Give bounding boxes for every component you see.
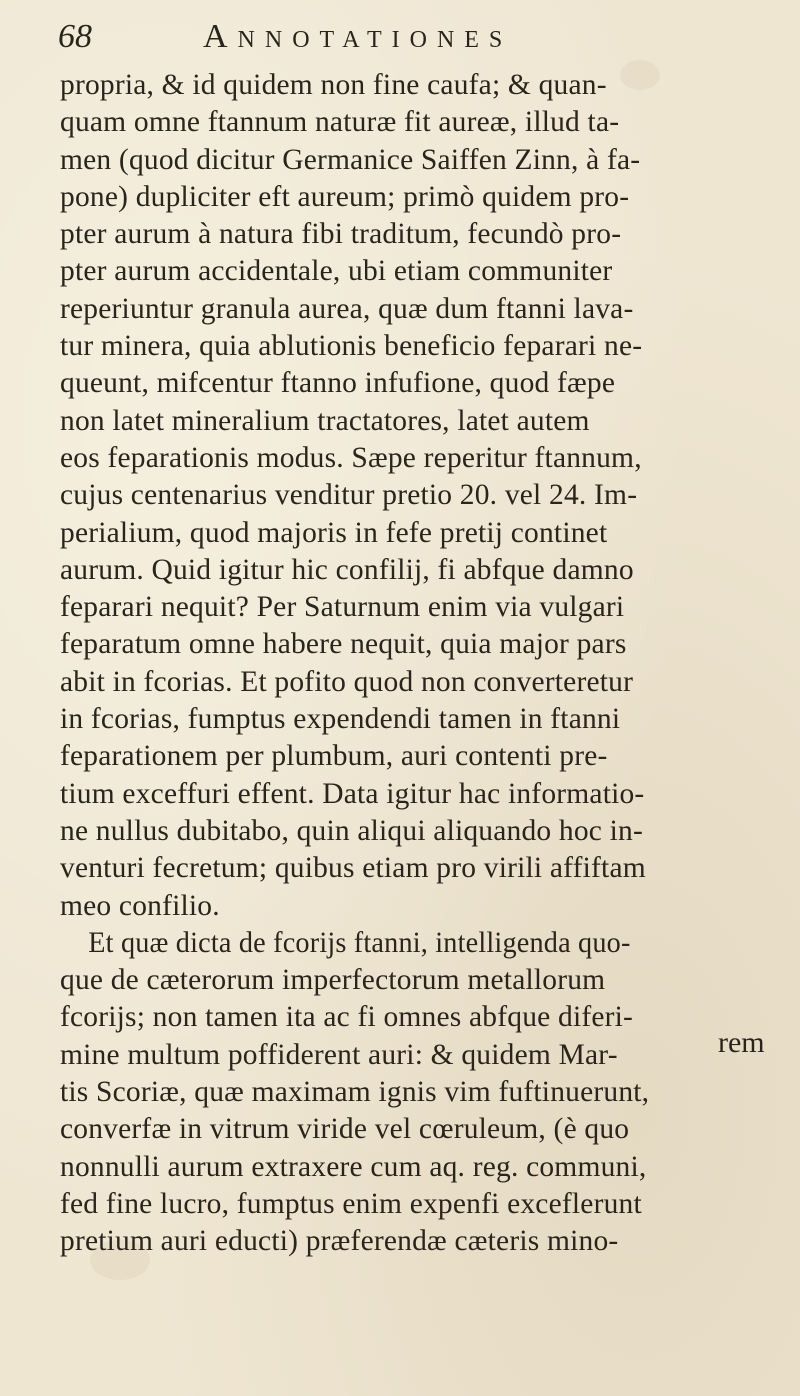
text-line: feparari nequit? Per Saturnum enim via vulgari <box>60 590 625 624</box>
text-line: meo confilio. <box>60 888 220 922</box>
text-line: reperiuntur granula aurea, quæ dum ftanni lava- <box>60 291 634 325</box>
text-line: eos feparationis modus. Sæpe reperitur ftannum, <box>60 440 642 474</box>
text-line: abit in fcorias. Et pofito quod non converteretur <box>60 664 634 698</box>
text-line: tium exceffuri effent. Data igitur hac informatio- <box>60 776 645 810</box>
text-line: venturi fecretum; quibus etiam pro virili affiftam <box>60 851 646 885</box>
text-line: converfæ in vitrum viride vel cœruleum, (è quo <box>60 1112 630 1146</box>
text-line: mine multum poffiderent auri: & quidem Mar- <box>60 1037 618 1071</box>
text-line: nonnulli aurum extraxere cum aq. reg. communi, <box>60 1149 647 1183</box>
text-line: que de cæterorum imperfectorum metallorum <box>60 963 606 997</box>
text-line: queunt, mifcentur ftanno infufione, quod fæpe <box>60 366 616 400</box>
page-number: 68 <box>58 18 92 55</box>
text-line: Et quæ dicta de fcorijs ftanni, intelligenda quo- <box>88 925 631 959</box>
text-line: cujus centenarius venditur pretio 20. vel 24. Im- <box>60 478 638 512</box>
text-line: feparationem per plumbum, auri contenti pre- <box>60 739 608 773</box>
text-line: in fcorias, fumptus expendendi tamen in ftanni <box>60 702 621 736</box>
text-line: fcorijs; non tamen ita ac fi omnes abfque diferi- <box>60 1000 634 1034</box>
text-line: aurum. Quid igitur hic confilij, fi abfque damno <box>60 552 634 586</box>
text-line: propria, & id quidem non fine caufa; & quan- <box>60 68 607 101</box>
text-line: non latet mineralium tractatores, latet autem <box>60 403 590 437</box>
text-line: pretium auri educti) præferendæ cæteris mino- <box>60 1224 619 1258</box>
text-line: men (quod dicitur Germanice Saiffen Zinn, à fa- <box>60 142 641 176</box>
text-line: feparatum omne habere nequit, quia major pars <box>60 627 627 661</box>
text-line: perialium, quod majoris in fefe pretij continet <box>60 515 608 549</box>
text-line: fed fine lucro, fumptus enim expenfi exceflerunt <box>60 1186 642 1220</box>
text-line: tur minera, quia ablutionis beneficio feparari ne- <box>60 329 643 363</box>
text-line: quam omne ftannum naturæ fit aureæ, illud ta- <box>60 105 620 139</box>
text-line: pter aurum à natura fibi traditum, fecundò pro- <box>60 217 622 251</box>
body-text <box>60 66 772 1260</box>
catchword: rem <box>718 1026 765 1059</box>
page-header <box>58 14 758 64</box>
text-line: ne nullus dubitabo, quin aliqui aliquando hoc in- <box>60 813 644 847</box>
running-head: Annotationes <box>203 18 513 55</box>
text-line: tis Scoriæ, quæ maximam ignis vim fuftinuerunt, <box>60 1075 650 1109</box>
text-line: pone) dupliciter eft aureum; primò quidem pro- <box>60 179 630 213</box>
text-line: pter aurum accidentale, ubi etiam communiter <box>60 254 613 288</box>
